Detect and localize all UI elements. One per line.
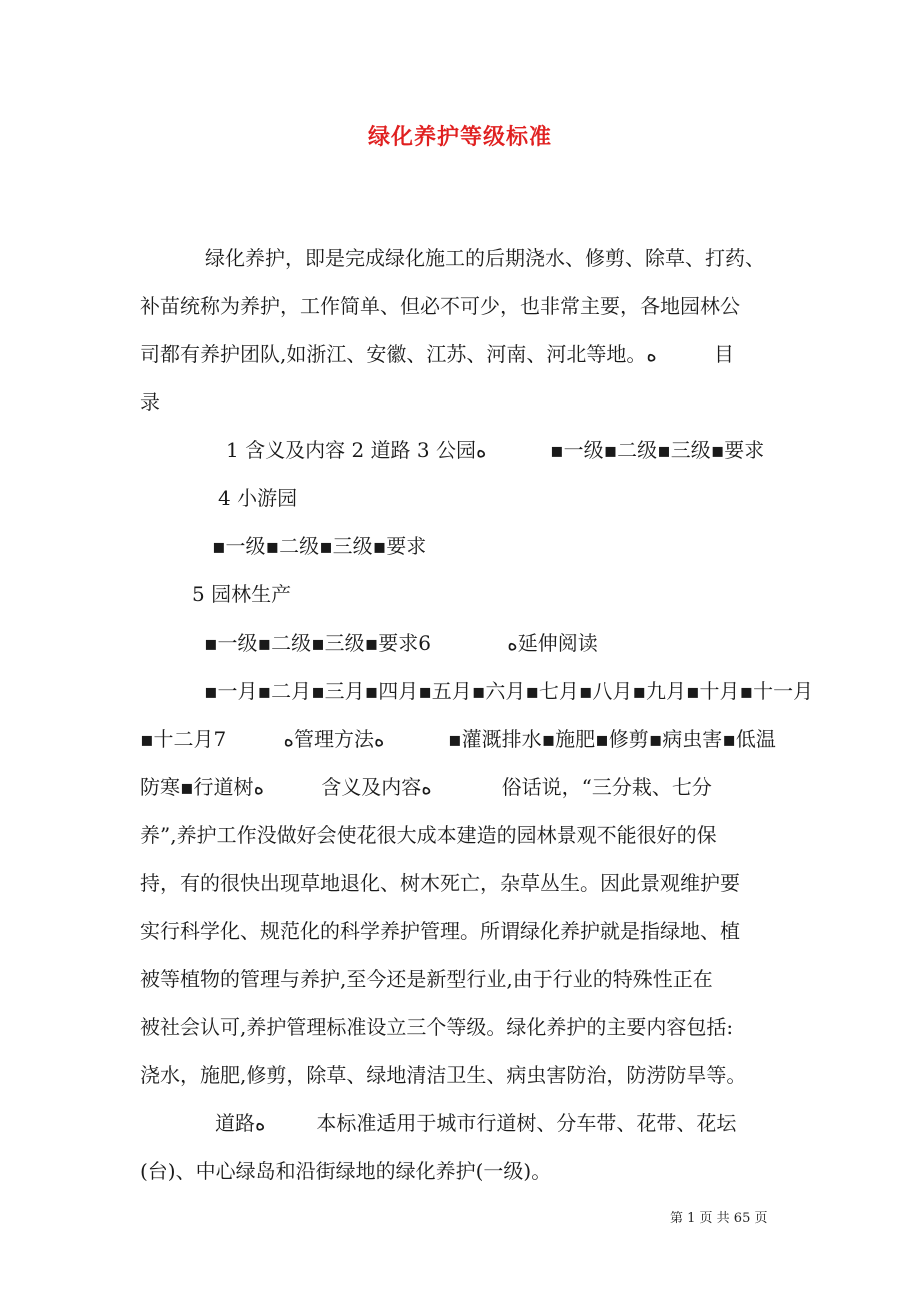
paragraph-line: (台)、中心绿岛和沿街绿地的绿化养护(一级)。 bbox=[140, 1159, 552, 1183]
paragraph-line: 录 bbox=[140, 390, 160, 414]
paragraph-line: 司都有养护团队,如浙江、安徽、江苏、河南、河北等地。ﻩ 目 bbox=[140, 342, 735, 366]
paragraph-line: 浇水，施肥,修剪，除草、绿地清洁卫生、病虫害防治，防涝防旱等。 bbox=[140, 1063, 747, 1087]
paragraph-line: 绿化养护，即是完成绿化施工的后期浇水、修剪、除草、打药、 bbox=[205, 246, 765, 270]
paragraph-line: 被等植物的管理与养护,至今还是新型行业,由于行业的特殊性正在 bbox=[140, 967, 713, 991]
toc-line: 5 园林生产 bbox=[192, 582, 292, 606]
paragraph-line: 补苗统称为养护，工作简单、但必不可少，也非常主要，各地园林公 bbox=[140, 294, 740, 318]
paragraph-line: 实行科学化、规范化的科学养护管理。所谓绿化养护就是指绿地、植 bbox=[140, 919, 740, 943]
page-number: 第 1 页 共 65 页 bbox=[670, 1211, 768, 1226]
paragraph-line: 道路ﻩ 本标准适用于城市行道树、分车带、花带、花坛 bbox=[215, 1111, 737, 1135]
paragraph-line: 被社会认可,养护管理标准设立三个等级。绿化养护的主要内容包括: bbox=[140, 1015, 734, 1039]
paragraph-line: 养”,养护工作没做好会使花很大成本建造的园林景观不能很好的保 bbox=[140, 823, 717, 847]
toc-line: ▪一月▪二月▪三月▪四月▪五月▪六月▪七月▪八月▪九月▪十月▪十一月 bbox=[204, 679, 814, 703]
toc-line: 1 含义及内容 2 道路 3 公园ﻩ ▪一级▪二级▪三级▪要求 bbox=[226, 438, 765, 462]
paragraph-line: 防寒▪行道树ﻩ 含义及内容ﻩ 俗话说，“三分栽、七分 bbox=[140, 775, 712, 799]
toc-line: ▪一级▪二级▪三级▪要求6 ﻩ延伸阅读 bbox=[204, 631, 598, 655]
toc-line: ▪十二月7 ﻩ管理方法ﻩ ▪灌溉排水▪施肥▪修剪▪病虫害▪低温 bbox=[140, 727, 776, 751]
toc-line: ▪一级▪二级▪三级▪要求 bbox=[212, 534, 427, 558]
document-title: 绿化养护等级标准 bbox=[367, 124, 552, 150]
toc-line: 4 小游园 bbox=[218, 486, 298, 510]
paragraph-line: 持，有的很快出现草地退化、树木死亡，杂草丛生。因此景观维护要 bbox=[140, 871, 740, 895]
